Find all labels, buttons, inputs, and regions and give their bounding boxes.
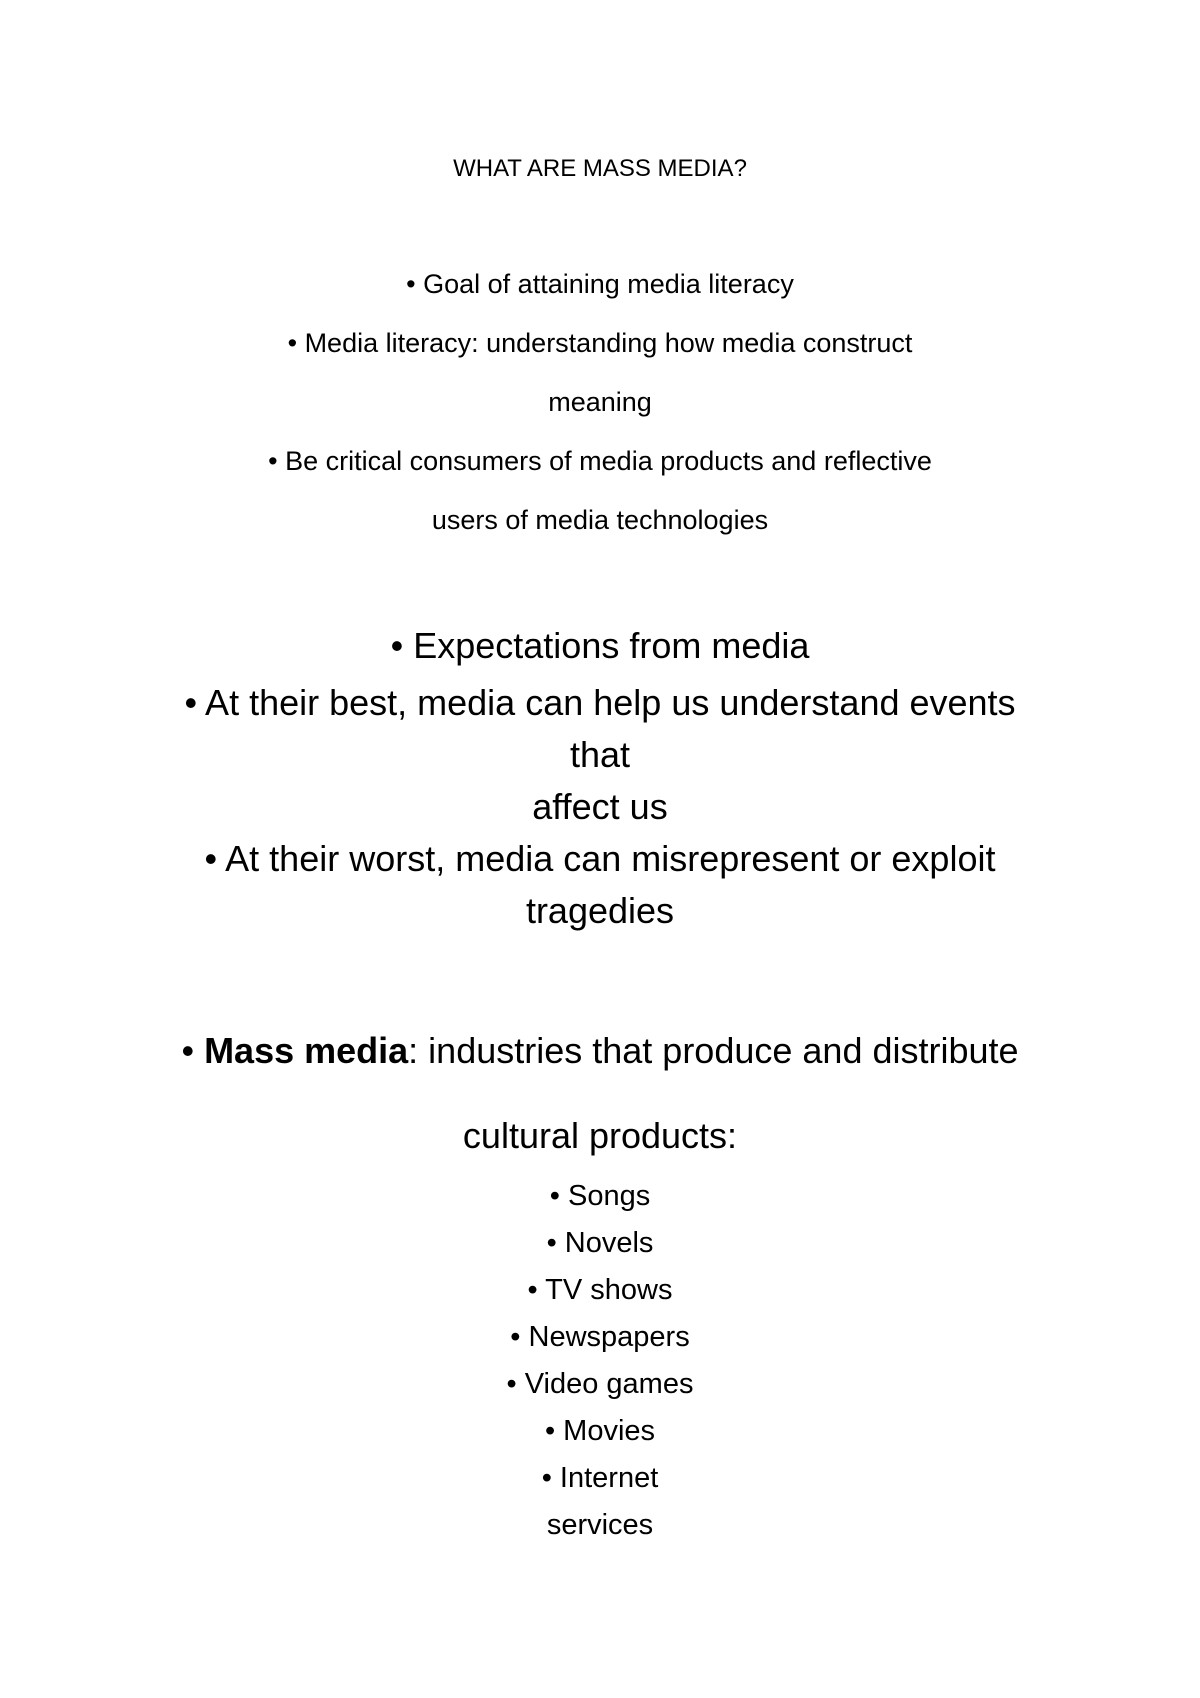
page-title: WHAT ARE MASS MEDIA?: [453, 155, 747, 182]
bullet-mass-media-definition: [0, 1030, 1200, 1071]
bullet-expectations-from-media: • Expectations from media: [390, 625, 810, 666]
bullet-media-at-worst-cont: tragedies: [525, 890, 675, 931]
bullet-critical-consumers-cont: users of media technologies: [431, 505, 769, 535]
bullet-media-literacy-definition-cont: meaning: [548, 387, 652, 417]
bullet-media-at-best: • At their best, media can help us understand events: [184, 682, 1016, 723]
mass-media-definition-text: : industries that produce and distribute: [408, 1030, 1019, 1071]
list-item-novels: • Novels: [546, 1227, 654, 1259]
bullet-media-at-best-cont-2: affect us: [532, 786, 668, 827]
list-item-video-games: • Video games: [506, 1368, 694, 1400]
list-item-tv-shows: • TV shows: [527, 1274, 673, 1306]
list-item-songs: • Songs: [549, 1180, 651, 1212]
list-item-newspapers: • Newspapers: [510, 1321, 690, 1353]
bullet-goal-media-literacy: • Goal of attaining media literacy: [406, 269, 794, 299]
list-item-internet-cont: services: [546, 1509, 654, 1541]
bullet-media-at-worst: • At their worst, media can misrepresent or exploit: [204, 838, 996, 879]
bullet-marker: •: [181, 1030, 205, 1071]
mass-media-term: Mass media: [204, 1030, 409, 1071]
list-item-movies: • Movies: [544, 1415, 656, 1447]
mass-media-definition-cont: cultural products:: [462, 1115, 738, 1156]
list-item-internet: • Internet: [541, 1462, 659, 1494]
bullet-media-at-best-cont-1: that: [569, 734, 631, 775]
bullet-media-literacy-definition: • Media literacy: understanding how media construct: [287, 328, 913, 358]
bullet-critical-consumers: • Be critical consumers of media products and reflective: [268, 446, 932, 476]
